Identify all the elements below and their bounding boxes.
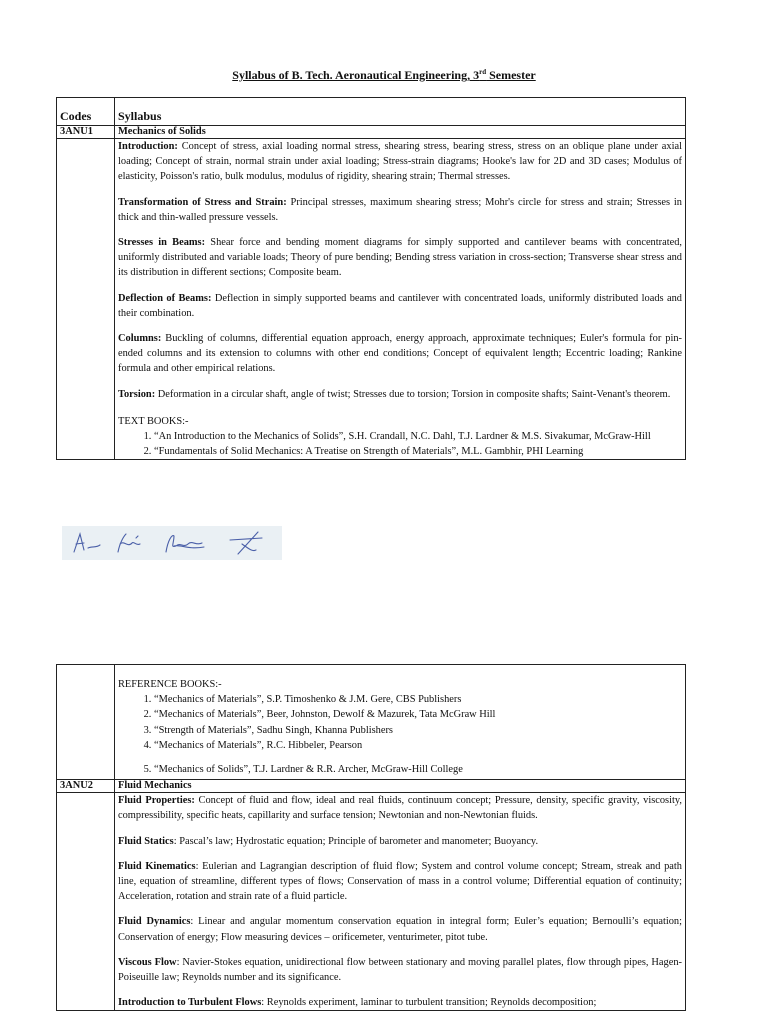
course-name: Mechanics of Solids: [115, 126, 686, 139]
code-cell-empty: [57, 139, 115, 460]
topic-paragraph: Deflection of Beams: Deflection in simply supported beams and cantilever with concentrated loads, uniformly distributed loads and their combination.: [118, 292, 682, 319]
book-item: 5. “Mechanics of Solids”, T.J. Lardner & R.R. Archer, McGraw-Hill College: [154, 762, 682, 777]
topic-paragraph: Introduction to Turbulent Flows: Reynolds experiment, laminar to turbulent transition; Reynolds decomposition;: [118, 997, 597, 1009]
topic-paragraph: Introduction: Concept of stress, axial loading normal stress, shearing stress, bearing stress, stress on an oblique plane under axial loading; Concept of strain, normal strain under axial loading; Stress-strain diagrams; Hooke's law for 2D and 3D cases; Modulus of elasticity, Poisson's ratio, bulk modulus, modulus of rigidity, shearing strain; Thermal stresses.: [118, 141, 682, 183]
reference-books-list: [118, 692, 682, 777]
reference-books-label: REFERENCE BOOKS:-: [118, 679, 222, 690]
code-cell-empty: [57, 665, 115, 780]
topic-paragraph: Viscous Flow: Navier-Stokes equation, unidirectional flow between stationary and moving parallel plates, flow through pipes, Hagen-Poiseuille law; Reynolds number and its significance.: [118, 956, 682, 984]
text-books-label: TEXT BOOKS:-: [118, 415, 189, 427]
course-content-continued: [115, 665, 686, 780]
page-title: Syllabus of B. Tech. Aeronautical Engineering, 3rd Semester: [232, 68, 536, 82]
book-item: 4. “Mechanics of Materials”, R.C. Hibbeler, Pearson: [154, 738, 682, 753]
course-code: 3ANU2: [57, 780, 115, 793]
book-item: 2. “Mechanics of Materials”, Beer, Johnston, Dewolf & Mazurek, Tata McGraw Hill: [154, 707, 682, 722]
course-code: 3ANU1: [57, 126, 115, 139]
syllabus-table-page1: [56, 97, 686, 460]
topic-paragraph: Fluid Kinematics: Eulerian and Lagrangian description of fluid flow; System and control volume concept; Stream, streak and path line, equation of streamline, different types of flows; Conservation of mass in a control volume; Differential equation of continuity; Acceleration, rotation and strain rate of a fluid particle.: [118, 860, 682, 903]
codes-header: Codes: [57, 98, 115, 126]
course-content: [115, 793, 686, 1011]
signatures-image: [62, 526, 282, 560]
book-item: 3. “Strength of Materials”, Sadhu Singh, Khanna Publishers: [154, 723, 682, 738]
text-books-list: [118, 429, 682, 459]
book-item: 1. “Mechanics of Materials”, S.P. Timoshenko & J.M. Gere, CBS Publishers: [154, 692, 682, 707]
syllabus-table-page2: [56, 664, 686, 1011]
topic-paragraph: Fluid Statics: Pascal’s law; Hydrostatic equation; Principle of barometer and manometer; Buoyancy.: [118, 835, 539, 847]
book-item: 1. “An Introduction to the Mechanics of Solids”, S.H. Crandall, N.C. Dahl, T.J. Lardner & M.S. Sivakumar, McGraw-Hill: [154, 429, 682, 444]
topic-paragraph: Columns: Buckling of columns, differential equation approach, energy approach, approximate techniques; Euler's formula for pin-ended columns and its extension to columns with other end conditions; Concept of equivalent length; Eccentric loading; Rankine formula and other empirical relations.: [118, 333, 682, 375]
syllabus-header: Syllabus: [115, 98, 686, 126]
topic-paragraph: Stresses in Beams: Shear force and bending moment diagrams for simply supported and cantilever beams with concentrated, uniformly distributed and variable loads; Theory of pure bending; Bending stress variation in cross-section; Transverse shear stress and its distribution in different sections; Composite beam.: [118, 237, 682, 279]
code-cell-empty: [57, 793, 115, 1011]
course-name: Fluid Mechanics: [115, 780, 686, 793]
topic-paragraph: Fluid Properties: Concept of fluid and flow, ideal and real fluids, continuum concept; Pressure, density, specific gravity, viscosity, compressibility, specific heats, capillarity and surface tension; Newtonian and non-Newtonian fluids.: [118, 795, 682, 822]
topic-paragraph: Fluid Dynamics: Linear and angular momentum conservation equation in integral form; Euler’s equation; Bernoulli’s equation; Conservation of energy; Flow measuring devices – orificemeter, venturimeter, pitot tube.: [118, 916, 682, 943]
course-content: [115, 139, 686, 460]
topic-paragraph: Torsion: Deformation in a circular shaft, angle of twist; Stresses due to torsion; Torsion in composite shafts; Saint-Venant's theorem.: [118, 388, 671, 400]
topic-paragraph: Transformation of Stress and Strain: Principal stresses, maximum shearing stress; Mohr's circle for stress and strain; Stresses in thick and thin-walled pressure vessels.: [118, 196, 683, 223]
book-item: 2. “Fundamentals of Solid Mechanics: A Treatise on Strength of Materials”, M.L. Gambhir, PHI Learning: [154, 444, 682, 459]
